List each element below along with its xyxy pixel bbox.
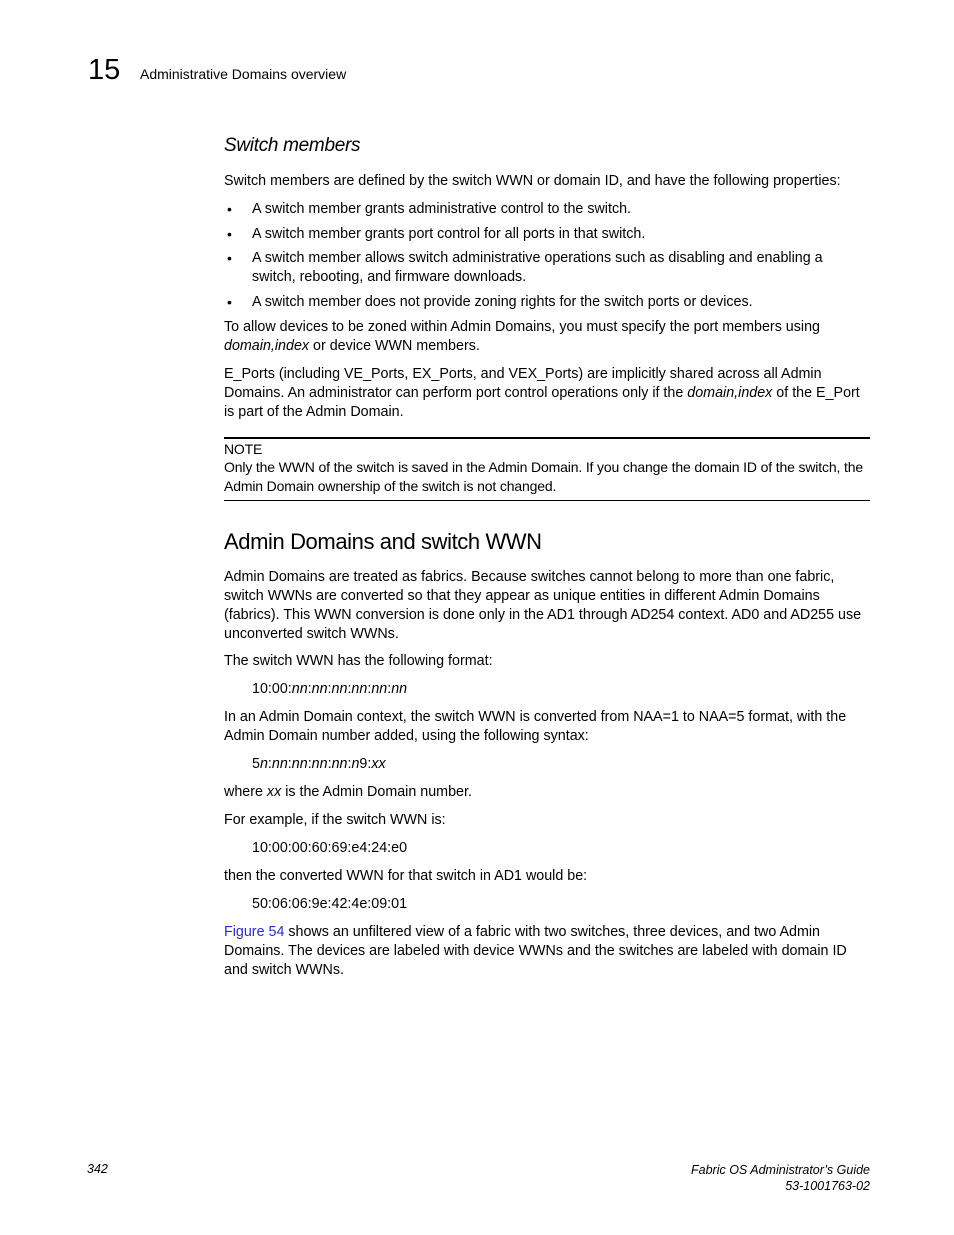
where-paragraph: where xx is the Admin Domain number.	[224, 784, 472, 800]
converted-format: 5n:nn:nn:nn:nn:n9:xx	[252, 756, 386, 772]
note-top-rule	[224, 437, 870, 439]
switch-members-intro: Switch members are defined by the switch WWN or domain ID, and have the following properties:	[224, 173, 841, 189]
bullet-text: A switch member allows switch administrative operations such as disabling and enabling a switch, rebooting, and firmware downloads.	[252, 250, 823, 285]
note-label: NOTE	[224, 441, 263, 457]
bullet-icon: •	[227, 294, 232, 310]
figure-paragraph: Figure 54 shows an unfiltered view of a fabric with two switches, three devices, and two Admin Domains. The devices are labeled with device WWNs and the switches are labeled with domain ID and switch WWNs.	[224, 924, 847, 978]
bullet-icon: •	[227, 250, 232, 266]
page-number: 342	[87, 1162, 108, 1176]
bullet-text: A switch member grants port control for all ports in that switch.	[252, 226, 646, 242]
bullet-icon: •	[227, 226, 232, 242]
guide-title: Fabric OS Administrator’s Guide	[691, 1163, 870, 1177]
doc-number: 53-1001763-02	[785, 1179, 870, 1193]
port-members-paragraph: To allow devices to be zoned within Admin Domains, you must specify the port members using domain,index or device WWN members.	[224, 319, 820, 354]
example-intro: For example, if the switch WWN is:	[224, 812, 446, 828]
wwn-intro-paragraph: Admin Domains are treated as fabrics. Because switches cannot belong to more than one fabric, switch WWNs are converted so that they appear as unique entities in different Admin Domains (fabrics). This WWN conversion is done only in the AD1 through AD254 context. AD0 and AD255 use unconverted switch WWNs.	[224, 569, 862, 642]
bullet-text: A switch member does not provide zoning rights for the switch ports or devices.	[252, 294, 753, 310]
converted-wwn: 50:06:06:9e:42:4e:09:01	[252, 896, 408, 912]
note-bottom-rule	[224, 500, 870, 501]
note-text: Only the WWN of the switch is saved in the Admin Domain. If you change the domain ID of the switch, the Admin Domain ownership of the switch is not changed.	[224, 459, 863, 494]
figure-link[interactable]: Figure 54	[224, 924, 285, 940]
chapter-title: Administrative Domains overview	[140, 66, 347, 82]
section-heading: Admin Domains and switch WWN	[224, 529, 542, 554]
footer-doc-info	[691, 1162, 870, 1194]
bullet-text: A switch member grants administrative control to the switch.	[252, 201, 632, 217]
example-wwn: 10:00:00:60:69:e4:24:e0	[252, 840, 408, 856]
conversion-paragraph: In an Admin Domain context, the switch WWN is converted from NAA=1 to NAA=5 format, with the Admin Domain number added, using the following syntax:	[224, 709, 847, 744]
switch-members-heading: Switch members	[224, 135, 361, 156]
e-ports-paragraph: E_Ports (including VE_Ports, EX_Ports, and VEX_Ports) are implicitly shared across all Admin Domains. An administrator can perform port control operations only if the domain,index of the E_Port is part of the Admin Domain.	[224, 366, 860, 420]
wwn-format: 10:00:nn:nn:nn:nn:nn:nn	[252, 681, 408, 697]
bullet-icon: •	[227, 201, 232, 217]
chapter-number: 15	[88, 54, 121, 86]
converted-intro: then the converted WWN for that switch in AD1 would be:	[224, 868, 588, 884]
format-intro: The switch WWN has the following format:	[224, 653, 493, 669]
